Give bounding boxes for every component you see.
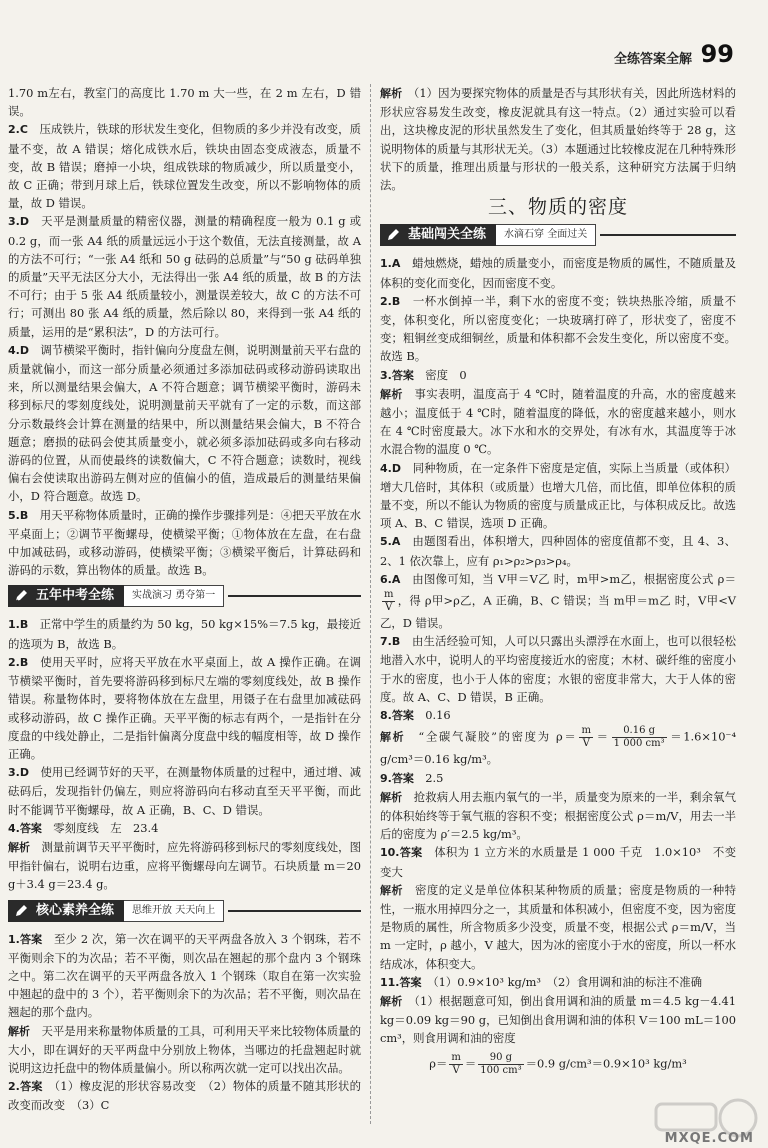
answer-item <box>8 120 361 212</box>
pen-icon <box>14 589 28 603</box>
answer-item: 解析 “全碳气凝胶”的密度为 ρ＝ $\frac{m}{V}$ ＝ $\frac{0.16 g}{\text{1 000 cm³}}$ ＝1.6×10⁻⁴ g/cm³＝0.16 kg/m³。 <box>380 725 737 767</box>
fraction: $\frac{m}{V}$ <box>581 725 591 750</box>
answer-item <box>8 763 361 819</box>
answer-label: 解析 <box>8 840 31 854</box>
watermark-text: MXQE.COM <box>664 1131 754 1146</box>
answer-label: 10.答案 <box>380 846 423 860</box>
fraction: $\frac{m}{V}$ <box>451 1051 461 1076</box>
section-header-jichu <box>380 224 736 246</box>
answer-item <box>8 819 361 838</box>
pen-icon <box>386 228 400 242</box>
answer-item <box>380 84 736 194</box>
answer-text: 使用天平时，应将天平放在水平桌面上，故 A 操作正确。在调节横梁平衡时，首先要将游码移到标尺左端的零刻度线处，故 B 操作错误。称量物体时，要将物体放在左盘里，用镊子在右盘里加减砝码或移动游码，故 C 操作正确。天平平衡的标志有两个，一是指针在分度盘的中线处静止，二是指针偏离分度盘中线的幅度相等，故 D 操作正确。 <box>8 654 361 761</box>
section-title: 核心素养全练 <box>36 902 115 918</box>
answer-text: 0.16 <box>425 708 451 723</box>
page-header <box>0 38 768 78</box>
answer-text: 至少 2 次，第一次在调平的天平两盘各放入 3 个钢珠，若不平衡则余下的为次品；若不平衡，则次品在翘起的那个盘内 3 个钢珠之中。第二次在调平的天平两盘各放入 1 个钢珠（取自在第一次实验中翘起的盘中的 3 个），若平衡则余下的为次品；若不平衡，则次品在翘起的那个盘内。 <box>8 931 361 1020</box>
answer-item <box>380 292 736 366</box>
section-title: 基础闯关全练 <box>408 227 487 243</box>
answer-item <box>380 788 736 844</box>
answer-text: 测量前调节天平平衡时，应先将游码移到标尺的零刻度线处，图甲指针偏右，说明右边重，应将平衡螺母向左调节。石块质量 m＝20 g＋3.4 g＝23.4 g。 <box>8 839 361 892</box>
answer-text: 密度 0 <box>425 367 467 382</box>
column-divider <box>370 84 371 1124</box>
answer-label: 1.B <box>8 618 29 632</box>
answer-text: 由生活经验可知，人可以只露出头漂浮在水面上，也可以很轻松地潜入水中，说明人的平均密度接近水的密度；木材、碳纤维的密度小于水的密度，也小于人体的密度；水银的密度非常大，大于人体的密度。故 A、C、D 错误，B 正确。 <box>380 634 736 704</box>
section-slogan: 水滴石穿 全面过关 <box>496 224 596 246</box>
answer-text: 同种物质，在一定条件下密度是定值，实际上当质量（或体积）增大几倍时，其体积（或质量）也增大几倍，而比值，即单位体积的质量不变，所以不能认为物质的密度与质量成正比，与体积成反比。故选项 A、B、C 错误，选项 D 正确。 <box>380 460 736 531</box>
answer-item <box>380 385 736 459</box>
answer-label: 4.D <box>8 343 29 357</box>
answer-label: 4.D <box>380 461 401 475</box>
jichu-answers-a <box>380 254 736 569</box>
answer-label: 9.答案 <box>380 771 414 785</box>
jichu-answers-b <box>380 632 736 725</box>
answer-item <box>8 1022 361 1078</box>
zhongkao-answers <box>8 615 361 893</box>
answer-text: （1）根据题意可知，倒出食用调和油的质量 m＝4.5 kg－4.41 kg＝0.09 kg＝90 g，已知倒出食用调和油的体积 V＝100 mL＝100 cm³，则食用调和油的密度 <box>380 993 737 1046</box>
answer-item <box>8 653 361 763</box>
answer-text: 蜡烛燃烧，蜡烛的质量变小，而密度是物质的属性，不随质量及体积的变化而变化，因而密度不变。 <box>380 256 736 290</box>
answer-label: 1.A <box>380 257 401 271</box>
answer-text: 天平是测量质量的精密仪器，测量的精确程度一般为 0.1 g 或 0.2 g，而一张 A4 纸的质量远远小于这个数值，无法直接测量，故 A 的方法不可行；“一张 A4 纸和 50 g 砝码的总质量”与“50 g 砝码单独的质量”天平无法区分大小，无法得出一张 A4 纸的质量，故 B 的方法不可行；由于 5 张 A4 纸质量较小，测量误差较大，故 C 的方法不可行；可测出 80 张 A4 纸的质量，然后除以 80，来得到一张 A4 纸的质量，运用的是“累积法”，D 的方法可行。 <box>8 214 361 339</box>
fraction: $\frac{m}{V}$ <box>384 589 394 614</box>
section-slogan: 思维开放 天天向上 <box>124 900 224 922</box>
section-slogan: 实战演习 勇夺第一 <box>124 585 224 607</box>
answer-label: 4.答案 <box>8 821 42 835</box>
answer-item <box>380 992 736 1048</box>
answer-text: 事实表明，温度高于 4 ℃时，随着温度的升高，水的密度越来越小；温度低于 4 ℃时，随着温度的降低，水的密度越来越小，则水在 4 ℃时密度最大。冰下水和水的交界处，有冰有水，其温度等于冰水混合物的温度 0 ℃。 <box>380 386 737 457</box>
answer-text: 2.5 <box>425 770 444 785</box>
answer-item <box>380 366 736 385</box>
answer-label: 7.B <box>380 635 401 649</box>
answer-item <box>8 838 361 894</box>
answer-text: 1.70 m左右，教室门的高度比 1.70 m 大一些，在 2 m 左右，D 错误。 <box>8 86 361 119</box>
section-title: 五年中考全练 <box>36 588 115 604</box>
answer-label: 3.D <box>8 215 29 229</box>
answer-text: 压成铁片，铁球的形状发生变化，但物质的多少并没有改变，质量不变，故 A 错误；熔化成铁水后，铁块由固态变成液态，质量不变，故 B 错误；磨掉一小块，组成铁球的物质减少，所以质量变小，故 C 正确；带到月球上后，铁球位置发生改变，所以不影响物体的质量，故 D 错误。 <box>8 122 361 211</box>
fraction: $\frac{0.16 g}{\text{1 000 cm³}}$ <box>613 725 665 750</box>
answer-text: 调节横梁平衡时，指针偏向分度盘左侧，说明测量前天平右盘的质量就偏小，而这一部分质量必须通过多添加砝码或移动游码读取出来，所以测量结果会偏大，A 不符合题意；调节横梁平衡时，游码未移到标尺的零刻度线处，说明测量前天平就有了一定的示数，而这部分示数最终会计算在测量的结果中，所以测量结果会偏大，B 不符合题意；磨损的砝码会使其质量变小，就必须多添加砝码或多向右移动游码的位置，从而使最终的读数偏大，C 不符合题意；读数时，视线偏右会使读取出游码左侧对应的值偏小的值，造成最后的测量结果偏小，D 符合题意。故选 D。 <box>8 342 361 504</box>
answer-label: 5.A <box>380 535 401 549</box>
header-title: 全练答案全解 <box>613 52 692 67</box>
answer-item <box>380 973 736 992</box>
answer-label: 解析 <box>380 87 403 100</box>
answer-text: 密度的定义是单位体积某种物质的质量；密度是物质的一种特性，一瓶水用掉四分之一，其质量和体积减小，但密度不变，因为密度是物质的属性，所含物质多少没变，质量不变，根据公式 ρ＝m/V，当 m 一定时，ρ 越小，V 越大，因为冰的密度小于水的密度，所以一杯水结成冰，体积变大。 <box>380 882 736 971</box>
answer-item <box>380 769 736 788</box>
answer-label: 11.答案 <box>380 975 422 989</box>
answer-label: 8.答案 <box>380 709 414 723</box>
pen-icon <box>14 904 28 918</box>
answer-label: 3.答案 <box>380 368 414 382</box>
answer-text: 由题图看出，体积增大，四种固体的密度值都不变，且 4、3、2、1 依次靠上，应有 ρ₁>ρ₂>ρ₃>ρ₄。 <box>380 534 736 568</box>
left-top-answers <box>8 84 361 579</box>
density-formula: ρ＝ $\frac{m}{V}$ ＝ $\frac{90 g}{\text{100 cm³}}$ ＝0.9 g/cm³＝0.9×10³ kg/m³ <box>429 1051 687 1076</box>
answer-item <box>380 254 736 291</box>
answer-text: （1）橡皮泥的形状容易改变 （2）物体的质量不随其形状的改变而改变 （3）C <box>8 1079 361 1113</box>
answer-item <box>8 212 361 340</box>
answer-item <box>380 532 736 569</box>
answer-item <box>380 632 736 706</box>
answer-item <box>8 1077 361 1114</box>
answer-text: 体积为 1 立方米的水质量是 1 000 千克 1.0×10³ 不变 变大 <box>380 845 748 879</box>
answer-label: 解析 <box>8 1024 31 1038</box>
answer-item <box>8 506 361 580</box>
answer-item <box>8 615 361 652</box>
answer-text: （1）因为要探究物体的质量是否与其形状有关，因此所选材料的形状应容易发生改变，橡皮泥就具有这一特点。（2）通过实验可以看出，这块橡皮泥的形状虽然发生了变化，但其质量始终等于 28 g，这说明物体的质量与其形状无关。（3）本题通过比较橡皮泥在几种特殊形状下的质量，推理出质量与形状的一般关系，这种研究方法属于归纳法。 <box>380 86 736 193</box>
hexin-answers <box>8 930 361 1115</box>
answer-text: （1）0.9×10³ kg/m³ （2）食用调和油的标注不准确 <box>432 974 702 989</box>
answer-item <box>380 706 736 725</box>
right-column <box>380 84 748 1077</box>
page-number: 99 <box>700 40 734 68</box>
answer-label: 5.B <box>8 508 29 522</box>
answer-item <box>380 881 736 973</box>
answer-label: 解析 <box>380 994 403 1008</box>
answer-text: 天平是用来称量物体质量的工具，可利用天平来比较物体质量的大小，即在调好的天平两盘中分别放上物体，当哪边的托盘翘起时就说明这边托盘中的物体质量偏小。所以称两次就一定可以找出次品。 <box>8 1023 361 1075</box>
section-header-zhongkao <box>8 585 361 607</box>
answer-label: 2.B <box>8 655 29 669</box>
answer-item <box>8 930 361 1022</box>
answer-text: 零刻度线 左 23.4 <box>53 820 159 835</box>
answer-label: 2.C <box>8 123 28 137</box>
answer-label: 2.答案 <box>8 1080 43 1094</box>
answer-text: 抢救病人用去瓶内氧气的一半，质量变为原来的一半，剩余氧气的体积始终等于氧气瓶的容积不变；根据密度公式 ρ＝m/V，用去一半后的密度为 ρ′＝2.5 kg/m³。 <box>380 789 736 842</box>
answer-label: 3.D <box>8 766 29 780</box>
answer-label: 解析 <box>380 790 403 804</box>
section-header-hexin <box>8 900 361 922</box>
chapter-title: 三、物质的密度 <box>487 196 628 219</box>
answer-label: 2.B <box>380 294 401 308</box>
answer-text: 用天平称物体质量时，正确的操作步骤排列是：④把天平放在水平桌面上；②调节平衡螺母，使横梁平衡；①物体放在左盘，在右盘中加减砝码，或移动游码，使横梁平衡；③横梁平衡后，计算砝码和游码的示数，算出物体的质量。故选 B。 <box>8 507 361 578</box>
answer-label: 解析 <box>380 387 403 401</box>
answer-text: 一杯水倒掉一半，剩下水的密度不变；铁块热胀冷缩，质量不变，体积变化，所以密度变化；一块玻璃打碎了，形状变了，密度不变；粗铜丝变成细铜丝，质量和体积都不会发生变化，所以密度不变。故选 B。 <box>380 293 736 364</box>
answer-item <box>8 84 361 120</box>
answer-label: 解析 <box>380 883 404 897</box>
answer-text: 使用已经调节好的天平，在测量物体质量的过程中，通过增、减砝码后，发现指针仍偏左，则应将游码向右移动直至天平平衡，而此时不能调节平衡螺母，故 A 正确，B、C、D 错误。 <box>8 765 361 817</box>
answer-item <box>8 341 361 506</box>
answer-label: 1.答案 <box>8 932 43 946</box>
jichu-answers-c <box>380 769 748 1048</box>
left-column <box>8 84 361 1115</box>
answer-text: 正常中学生的质量约为 50 kg，50 kg×15%＝7.5 kg，最接近的选项为 B，故选 B。 <box>8 617 361 651</box>
answer-item: 6.A 由图像可知，当 V甲＝V乙 时，m甲>m乙，根据密度公式 ρ＝ $\frac{m}{V}$ ，得 ρ甲>ρ乙，A 正确，B、C 错误；当 m甲＝m乙 时，V甲<V乙，D 错误。 <box>380 571 736 631</box>
answer-item <box>380 459 736 533</box>
fraction: $\frac{90 g}{\text{100 cm³}}$ <box>480 1051 522 1076</box>
right-top-answers <box>380 84 736 194</box>
answer-item <box>380 843 748 880</box>
